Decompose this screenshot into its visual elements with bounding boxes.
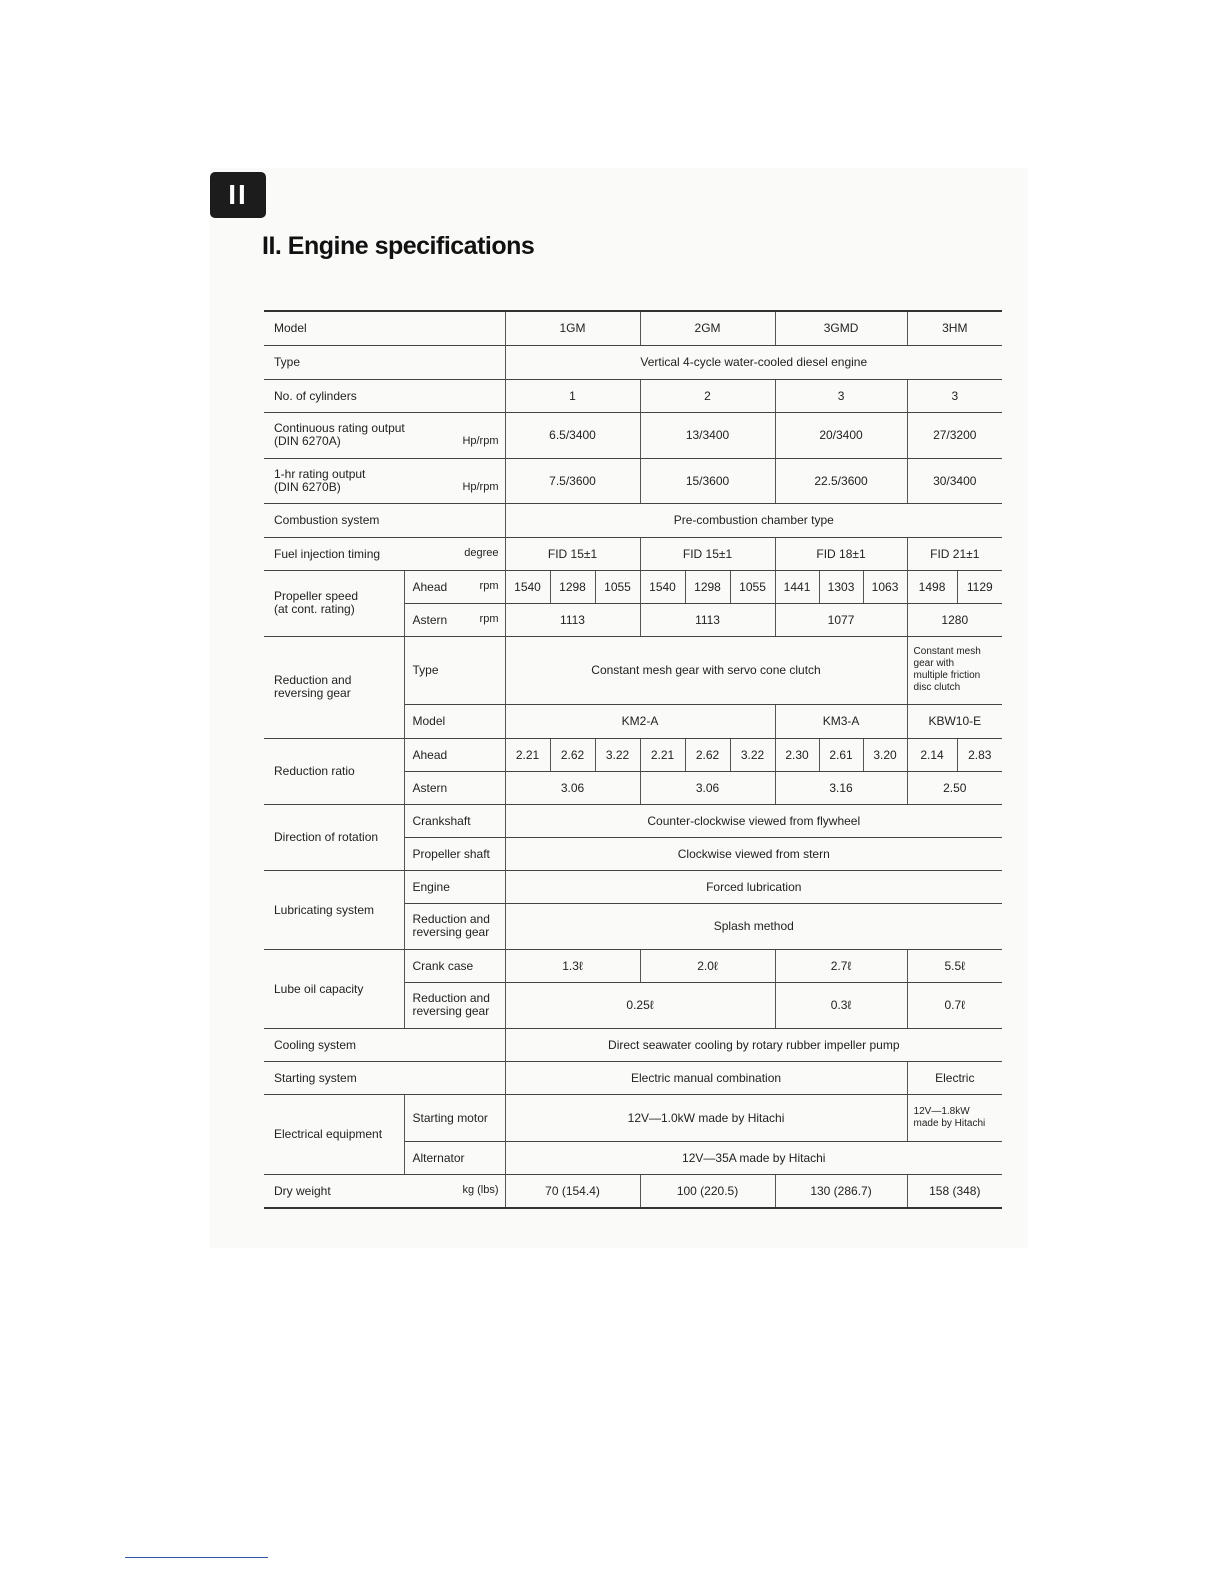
label-lube-gear-line2: reversing gear	[412, 925, 490, 939]
prop-ahead-value: 1441	[775, 570, 819, 603]
label-ratio-astern: Astern	[404, 771, 505, 804]
gear-type-3hm-line: gear with	[913, 658, 955, 669]
crank-case-3gmd: 2.7ℓ	[775, 949, 907, 982]
label-lube-engine: Engine	[404, 870, 505, 903]
label-hr-rating-line1: 1-hr rating output	[274, 466, 366, 481]
cylinders-2gm: 2	[640, 379, 775, 412]
lube-gear-value: Splash method	[505, 903, 1002, 949]
label-hr-rating-line2	[274, 481, 499, 494]
ratio-ahead-value: 3.22	[730, 738, 775, 771]
ratio-ahead-value: 2.21	[640, 738, 685, 771]
propeller-shaft-value: Clockwise viewed from stern	[505, 837, 1002, 870]
unit-rpm: rpm	[479, 579, 499, 592]
prop-ahead-value: 1063	[863, 570, 907, 603]
row-gear-type	[264, 636, 1002, 704]
label-lube-capacity: Lube oil capacity	[264, 949, 404, 1028]
label-prop-astern	[404, 603, 505, 636]
gear-model-km2a: KM2-A	[505, 704, 775, 738]
unit-hp-rpm: Hp/rpm	[462, 435, 499, 447]
label-propeller-shaft: Propeller shaft	[404, 837, 505, 870]
hr-rating-1gm: 7.5/3600	[505, 458, 640, 503]
gear-model-kbw10e: KBW10-E	[907, 704, 1002, 738]
label-alternator: Alternator	[404, 1141, 505, 1174]
prop-ahead-value: 1298	[685, 570, 730, 603]
cylinders-3hm: 3	[907, 379, 1002, 412]
label-fuel-injection	[264, 537, 505, 570]
label-cont-rating	[264, 412, 505, 458]
prop-astern-3hm: 1280	[907, 603, 1002, 636]
combustion-value: Pre-combustion chamber type	[505, 503, 1002, 537]
hr-rating-3gmd: 22.5/3600	[775, 458, 907, 503]
prop-ahead-value: 1498	[907, 570, 957, 603]
label-reduction-gear-line1: Reduction and	[274, 673, 352, 687]
din-6270a: (DIN 6270A)	[274, 434, 341, 448]
model-3hm: 3HM	[907, 311, 1002, 345]
ahead-text: Ahead	[412, 579, 448, 594]
starting-motor-3hm	[907, 1094, 1002, 1141]
model-3gmd: 3GMD	[775, 311, 907, 345]
prop-ahead-value: 1298	[550, 570, 595, 603]
crankshaft-value: Counter-clockwise viewed from flywheel	[505, 804, 1002, 837]
row-dry-weight	[264, 1174, 1002, 1208]
label-crankshaft: Crankshaft	[404, 804, 505, 837]
hr-rating-3hm: 30/3400	[907, 458, 1002, 503]
prop-ahead-value: 1540	[640, 570, 685, 603]
gear-oil-3gmd: 0.3ℓ	[775, 982, 907, 1028]
label-reduction-gear-line2: reversing gear	[274, 686, 351, 700]
label-prop-speed-line2: (at cont. rating)	[274, 602, 355, 616]
label-gear-oil-line2: reversing gear	[412, 1004, 490, 1018]
gear-oil-1gm-2gm: 0.25ℓ	[505, 982, 775, 1028]
gear-type-3hm-line: multiple friction	[913, 670, 981, 681]
label-reduction-gear	[264, 636, 404, 738]
prop-astern-3gmd: 1077	[775, 603, 907, 636]
ratio-astern-3hm: 2.50	[907, 771, 1002, 804]
astern-text: Astern	[412, 612, 448, 627]
label-reduction-ratio: Reduction ratio	[264, 738, 404, 804]
label-dry-weight	[264, 1174, 505, 1208]
label-gear-model: Model	[404, 704, 505, 738]
prop-astern-1gm: 1113	[505, 603, 640, 636]
type-value: Vertical 4-cycle water-cooled diesel engine	[505, 345, 1002, 379]
cylinders-3gmd: 3	[775, 379, 907, 412]
hr-rating-2gm: 15/3600	[640, 458, 775, 503]
ratio-ahead-value: 2.14	[907, 738, 957, 771]
label-hr-rating	[264, 458, 505, 503]
starting-3hm: Electric	[907, 1061, 1002, 1094]
label-ratio-ahead: Ahead	[404, 738, 505, 771]
gear-type-main: Constant mesh gear with servo cone clutch	[505, 636, 907, 704]
unit-kg-lbs: kg (lbs)	[462, 1183, 499, 1196]
fuel-injection-text: Fuel injection timing	[274, 546, 381, 561]
row-starting	[264, 1061, 1002, 1094]
row-prop-ahead	[264, 570, 1002, 603]
label-cylinders: No. of cylinders	[264, 379, 505, 412]
label-starting-motor: Starting motor	[404, 1094, 505, 1141]
prop-ahead-value: 1303	[819, 570, 863, 603]
unit-rpm: rpm	[479, 612, 499, 625]
starting-motor-3hm-line2: made by Hitachi	[913, 1117, 986, 1129]
label-gear-type: Type	[404, 636, 505, 704]
label-lube-gear	[404, 903, 505, 949]
row-combustion	[264, 503, 1002, 537]
label-prop-speed	[264, 570, 404, 636]
cont-rating-3hm: 27/3200	[907, 412, 1002, 458]
gear-type-3hm-line: Constant mesh	[913, 646, 981, 657]
label-type: Type	[264, 345, 505, 379]
prop-ahead-value: 1540	[505, 570, 550, 603]
gear-type-3hm-line: disc clutch	[913, 682, 961, 693]
label-cooling: Cooling system	[264, 1028, 505, 1061]
cont-rating-2gm: 13/3400	[640, 412, 775, 458]
row-crank-case	[264, 949, 1002, 982]
gear-oil-3hm: 0.7ℓ	[907, 982, 1002, 1028]
label-lube-gear-line1: Reduction and	[412, 912, 490, 926]
dry-weight-1gm: 70 (154.4)	[505, 1174, 640, 1208]
ratio-ahead-value: 3.20	[863, 738, 907, 771]
ratio-ahead-value: 3.22	[595, 738, 640, 771]
dry-weight-text: Dry weight	[274, 1183, 331, 1198]
label-lubricating: Lubricating system	[264, 870, 404, 949]
row-crankshaft	[264, 804, 1002, 837]
row-lube-engine	[264, 870, 1002, 903]
crank-case-1gm: 1.3ℓ	[505, 949, 640, 982]
row-ratio-ahead	[264, 738, 1002, 771]
label-prop-ahead	[404, 570, 505, 603]
starting-motor-3hm-line1: 12V—1.8kW	[913, 1105, 970, 1117]
label-gear-oil	[404, 982, 505, 1028]
alternator-value: 12V—35A made by Hitachi	[505, 1141, 1002, 1174]
cont-rating-1gm: 6.5/3400	[505, 412, 640, 458]
row-fuel-injection	[264, 537, 1002, 570]
label-prop-speed-line1: Propeller speed	[274, 589, 359, 603]
cooling-value: Direct seawater cooling by rotary rubber impeller pump	[505, 1028, 1002, 1061]
gear-model-km3a: KM3-A	[775, 704, 907, 738]
crank-case-2gm: 2.0ℓ	[640, 949, 775, 982]
prop-ahead-value: 1129	[957, 570, 1002, 603]
prop-ahead-value: 1055	[595, 570, 640, 603]
section-badge: II	[210, 172, 266, 218]
footer-rule	[125, 1557, 268, 1558]
starting-main: Electric manual combination	[505, 1061, 907, 1094]
unit-degree: degree	[464, 546, 499, 559]
ratio-ahead-value: 2.83	[957, 738, 1002, 771]
fuel-injection-2gm: FID 15±1	[640, 537, 775, 570]
page-title: II. Engine specifications	[262, 232, 535, 260]
fuel-injection-1gm: FID 15±1	[505, 537, 640, 570]
model-1gm: 1GM	[505, 311, 640, 345]
label-cont-rating-line1: Continuous rating output	[274, 421, 405, 435]
ratio-ahead-value: 2.21	[505, 738, 550, 771]
unit-hp-rpm: Hp/rpm	[462, 480, 499, 493]
row-type	[264, 345, 1002, 379]
crank-case-3hm: 5.5ℓ	[907, 949, 1002, 982]
ratio-ahead-value: 2.61	[819, 738, 863, 771]
starting-motor-main: 12V—1.0kW made by Hitachi	[505, 1094, 907, 1141]
dry-weight-2gm: 100 (220.5)	[640, 1174, 775, 1208]
label-starting: Starting system	[264, 1061, 505, 1094]
ratio-ahead-value: 2.62	[685, 738, 730, 771]
cont-rating-3gmd: 20/3400	[775, 412, 907, 458]
din-6270b: (DIN 6270B)	[274, 479, 341, 494]
ratio-astern-1gm: 3.06	[505, 771, 640, 804]
dry-weight-3gmd: 130 (286.7)	[775, 1174, 907, 1208]
row-cont-rating	[264, 412, 1002, 458]
label-model: Model	[264, 311, 505, 345]
engine-spec-table	[264, 310, 1002, 1209]
ratio-astern-2gm: 3.06	[640, 771, 775, 804]
ratio-ahead-value: 2.30	[775, 738, 819, 771]
label-combustion: Combustion system	[264, 503, 505, 537]
model-2gm: 2GM	[640, 311, 775, 345]
lube-engine-value: Forced lubrication	[505, 870, 1002, 903]
label-gear-oil-line1: Reduction and	[412, 991, 490, 1005]
dry-weight-3hm: 158 (348)	[907, 1174, 1002, 1208]
fuel-injection-3gmd: FID 18±1	[775, 537, 907, 570]
label-crank-case: Crank case	[404, 949, 505, 982]
row-cylinders	[264, 379, 1002, 412]
row-model	[264, 311, 1002, 345]
label-cont-rating-line2	[274, 435, 499, 448]
ratio-ahead-value: 2.62	[550, 738, 595, 771]
row-cooling	[264, 1028, 1002, 1061]
prop-astern-2gm: 1113	[640, 603, 775, 636]
label-electrical: Electrical equipment	[264, 1094, 404, 1174]
row-hr-rating	[264, 458, 1002, 503]
cylinders-1gm: 1	[505, 379, 640, 412]
fuel-injection-3hm: FID 21±1	[907, 537, 1002, 570]
row-starting-motor	[264, 1094, 1002, 1141]
prop-ahead-value: 1055	[730, 570, 775, 603]
gear-type-3hm	[907, 636, 1002, 704]
label-direction: Direction of rotation	[264, 804, 404, 870]
ratio-astern-3gmd: 3.16	[775, 771, 907, 804]
